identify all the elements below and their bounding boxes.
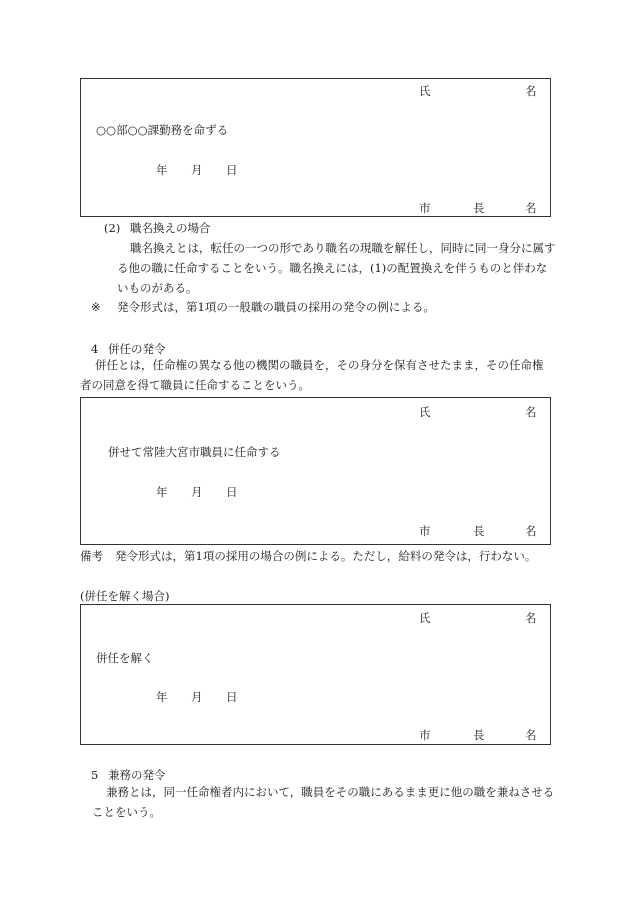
- mayor-char-1: 市: [419, 728, 431, 742]
- paragraph-line: 兼務とは，同一任命権者内において，職員をその職にあるまま更に他の職を兼ねさせる: [106, 785, 555, 799]
- paragraph-line: 者の同意を得て職員に任命することをいう。: [80, 378, 310, 392]
- section-4-number: 4: [91, 342, 99, 356]
- order-text: 併せて常陸大宮市職員に任命する: [108, 445, 281, 459]
- date-day: 日: [226, 485, 238, 499]
- date-year: 年: [156, 163, 168, 177]
- mayor-char-2: 長: [473, 524, 485, 538]
- mayor-char-2: 長: [473, 728, 485, 742]
- remark-text: 発令形式は，第1項の採用の場合の例による。ただし，給料の発令は，行わない。: [115, 549, 537, 563]
- note-text: 発令形式は，第1項の一般職の職員の採用の発令の例による。: [117, 300, 435, 314]
- date-month: 月: [191, 690, 203, 704]
- name-label-2: 名: [525, 405, 537, 419]
- note-mark: ※: [91, 300, 101, 314]
- date-year: 年: [156, 690, 168, 704]
- order-box-3: [80, 604, 551, 745]
- paragraph-line: る他の職に任命することをいう。職名換えには，(1)の配置換えを伴うものと伴わな: [117, 261, 548, 275]
- remark-label: 備考: [80, 549, 103, 563]
- section-2-heading: 職名換えの場合: [130, 221, 211, 235]
- mayor-char-3: 名: [525, 524, 537, 538]
- mayor-char-2: 長: [473, 201, 485, 215]
- mayor-char-3: 名: [525, 201, 537, 215]
- date-month: 月: [191, 163, 203, 177]
- section-5-heading: 兼務の発令: [108, 768, 166, 782]
- sub-heading: (併任を解く場合): [80, 589, 170, 603]
- date-day: 日: [226, 690, 238, 704]
- order-box-1: [80, 78, 551, 217]
- mayor-char-1: 市: [419, 524, 431, 538]
- date-year: 年: [156, 485, 168, 499]
- paragraph-line: いものがある。: [117, 281, 198, 295]
- date-month: 月: [191, 485, 203, 499]
- name-label-2: 名: [525, 611, 537, 625]
- paragraph-line: ことをいう。: [92, 805, 161, 819]
- paragraph-line: 併任とは，任命権の異なる他の機関の職員を，その身分を保有させたまま，その任命権: [95, 358, 544, 372]
- order-text: 併任を解く: [96, 651, 154, 665]
- order-box-2: [80, 397, 551, 545]
- section-4-heading: 併任の発令: [108, 342, 166, 356]
- date-day: 日: [226, 163, 238, 177]
- name-label-2: 名: [525, 84, 537, 98]
- name-label-1: 氏: [419, 405, 431, 419]
- mayor-char-1: 市: [419, 201, 431, 215]
- paragraph-line: 職名換えとは，転任の一つの形であり職名の現職を解任し，同時に同一身分に属す: [130, 241, 556, 255]
- order-text: ○○部○○課勤務を命ずる: [96, 123, 229, 137]
- mayor-char-3: 名: [525, 728, 537, 742]
- name-label-1: 氏: [419, 84, 431, 98]
- name-label-1: 氏: [419, 611, 431, 625]
- section-2-number: (2): [104, 221, 121, 235]
- section-5-number: 5: [91, 768, 99, 782]
